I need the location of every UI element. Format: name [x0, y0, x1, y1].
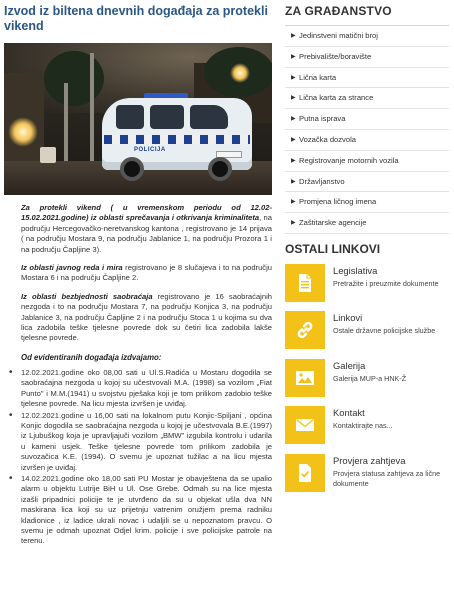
link-provjera-zahtjeva[interactable]	[285, 454, 449, 492]
list-item: • 12.02.2021.godine u 16,00 sati na lokalnom putu Konjic-Spiljani , općina Konjic dogodila se saobraćajna nezgoda u kojoj je učestvovala B.E.(1997) iz Ljubuškog koja je upravljajuči vozilom „BMW" izgubila kontrolu i udarila u kameni usjek. Teške tjelesne povrede tom prilikom zadobila je suvozačica K.E. (1994). O svemu je upoznat tužilac a na licu mjesta izvršen je uviđaj.	[21, 411, 272, 473]
link-title: Legislativa	[333, 264, 378, 276]
chevron-right-icon: ▶	[291, 33, 296, 39]
sidebar-item-label: Zaštitarske agencije	[299, 218, 367, 228]
chevron-right-icon: ▶	[291, 157, 296, 164]
sidebar	[285, 0, 449, 600]
chevron-right-icon: ▶	[291, 136, 296, 143]
sidebar-item-label: Registrovanje motornih vozila	[299, 155, 399, 165]
chevron-right-icon: ▶	[291, 74, 296, 81]
sidebar-item-label: Prebivalište/boravište	[299, 51, 372, 61]
sidebar-item-licna-karta-stranci[interactable]	[285, 88, 449, 109]
sidebar-item-registracija[interactable]	[285, 151, 449, 172]
traffic-text: registrovano je 16 saobraćajnih nezgoda i to na području Mostara 7, na području Konjica 3, na području Jablanice 3, na području Čapljine 2 i na području Stoca 1 u kojima su dva lica zadobila teške tjelesne povrede dok su četiri lica zadobila lakše tjelesne povrede.	[21, 291, 272, 343]
main-content	[4, 0, 276, 600]
sidebar-item-licna-karta[interactable]	[285, 68, 449, 89]
sidebar-item-drzavljanstvo[interactable]	[285, 172, 449, 193]
sidebar-item-label: Jedinstveni matični broj	[299, 31, 378, 40]
sidebar-title: ZA GRAĐANSTVO	[285, 4, 392, 18]
sidebar-item-promjena-imena[interactable]	[285, 192, 449, 213]
caption-bold: Za protekli vikend ( u vremenskom periodu od 12.02-15.02.2021.godine) iz oblasti sprečavanja i otkrivanja kriminaliteta	[21, 203, 272, 223]
link-title: Galerija	[333, 359, 366, 371]
gallery-icon	[285, 359, 325, 397]
sidebar-item-zastitarske[interactable]	[285, 213, 449, 234]
public-order-lead: Iz oblasti javnog reda i mira	[21, 263, 123, 273]
sidebar-item-label: Putna isprava	[299, 114, 346, 124]
article-caption	[4, 203, 276, 255]
sidebar-item-label: Državljanstvo	[299, 176, 345, 186]
link-linkovi[interactable]	[285, 311, 449, 349]
public-order-paragraph	[4, 263, 276, 284]
sidebar-item-vozacka[interactable]	[285, 130, 449, 151]
sidebar-item-prebivaliste[interactable]	[285, 47, 449, 68]
list-item: • 14.02.2021.godine oko 18,00 sati PU Mostar je obavještena da se upalio alarm u objektu Lutrije BiH u Ul. Ose Grebe. Odmah su na lice mjesta izašli pripadnici policije te je utvrđeno da su u objekat ušla dva NN maskirana lica koji su uz prijetnju vatrenim oružjem prema radniku kladionice , iz ladice ukrali novac i udaljili se u nepoznatom pravcu. O svemu je odmah upoznat Odjel krim. policije i sve policijske patrole na terenu.	[21, 474, 272, 547]
chevron-right-icon: ▶	[291, 95, 296, 102]
link-kontakt[interactable]	[285, 406, 449, 444]
link-desc: Kontaktirajte nas...	[333, 421, 393, 431]
document-icon	[285, 264, 325, 302]
sidebar-item-jmb[interactable]	[285, 26, 449, 47]
chevron-right-icon: ▶	[291, 178, 296, 185]
other-links	[285, 264, 449, 492]
traffic-lead: Iz oblasti bezbjednosti saobraćaja	[21, 291, 153, 301]
citizen-menu	[285, 26, 449, 234]
article-photo	[4, 43, 272, 195]
link-galerija[interactable]	[285, 359, 449, 397]
link-icon	[285, 311, 325, 349]
chevron-right-icon: ▶	[291, 199, 296, 206]
events-heading: Od evidentiranih događaja izdvajamo:	[21, 352, 162, 362]
list-item: • 12.02.2021.godine oko 08,00 sati u Ul.S.Radića u Mostaru dogodila se saobraćajna nezgoda u kojoj su učestvovali M.A. (1998) sa vozilom „Fiat Punto" i M.M.(1941) u svojstvu pješaka koji je tom prilikom zadobio teške tjelesne povrede. Na licu mjesta izvršen je uviđaj.	[21, 368, 272, 410]
link-title: Provjera zahtjeva	[333, 454, 406, 466]
link-desc: Galerija MUP-a HNK-Ž	[333, 373, 407, 383]
traffic-paragraph	[4, 292, 276, 344]
events-list	[4, 368, 276, 547]
link-desc: Provjera statusa zahtjeva za lične dokumente	[333, 468, 441, 488]
van-label: POLICIJA	[134, 147, 166, 153]
link-title: Linkovi	[333, 312, 363, 324]
link-desc: Ostale državne policijske službe	[333, 326, 436, 336]
article-title: Izvod iz biltena dnevnih događaja za protekli vikend	[4, 4, 268, 33]
file-check-icon	[285, 454, 325, 492]
caption-text: , na području Hercegovačko-neretvanskog kantona , registrovano je 14 prijava ( na području Mostara 9, na području Jablanice 1, na području Prozora 1 i na području Čapljine 3).	[21, 213, 272, 254]
link-title: Kontakt	[333, 407, 365, 419]
sidebar-item-label: Lična karta za strance	[299, 93, 374, 103]
link-desc: Pretražite i preuzmite dokumente	[333, 278, 439, 288]
chevron-right-icon: ▶	[291, 220, 296, 227]
sidebar-item-label: Vozačka dozvola	[299, 134, 356, 144]
links-title: OSTALI LINKOVI	[285, 241, 381, 256]
sidebar-item-label: Lična karta	[299, 72, 337, 82]
chevron-right-icon: ▶	[291, 116, 296, 123]
link-legislativa[interactable]	[285, 264, 449, 302]
sidebar-item-putna-isprava[interactable]	[285, 109, 449, 130]
sidebar-item-label: Promjena ličnog imena	[299, 197, 377, 207]
public-order-text: registrovano je 8 slučajeva i to na području Mostara 6 i na području Čapljine 2.	[21, 263, 272, 283]
envelope-icon	[285, 406, 325, 444]
chevron-right-icon: ▶	[291, 53, 296, 60]
